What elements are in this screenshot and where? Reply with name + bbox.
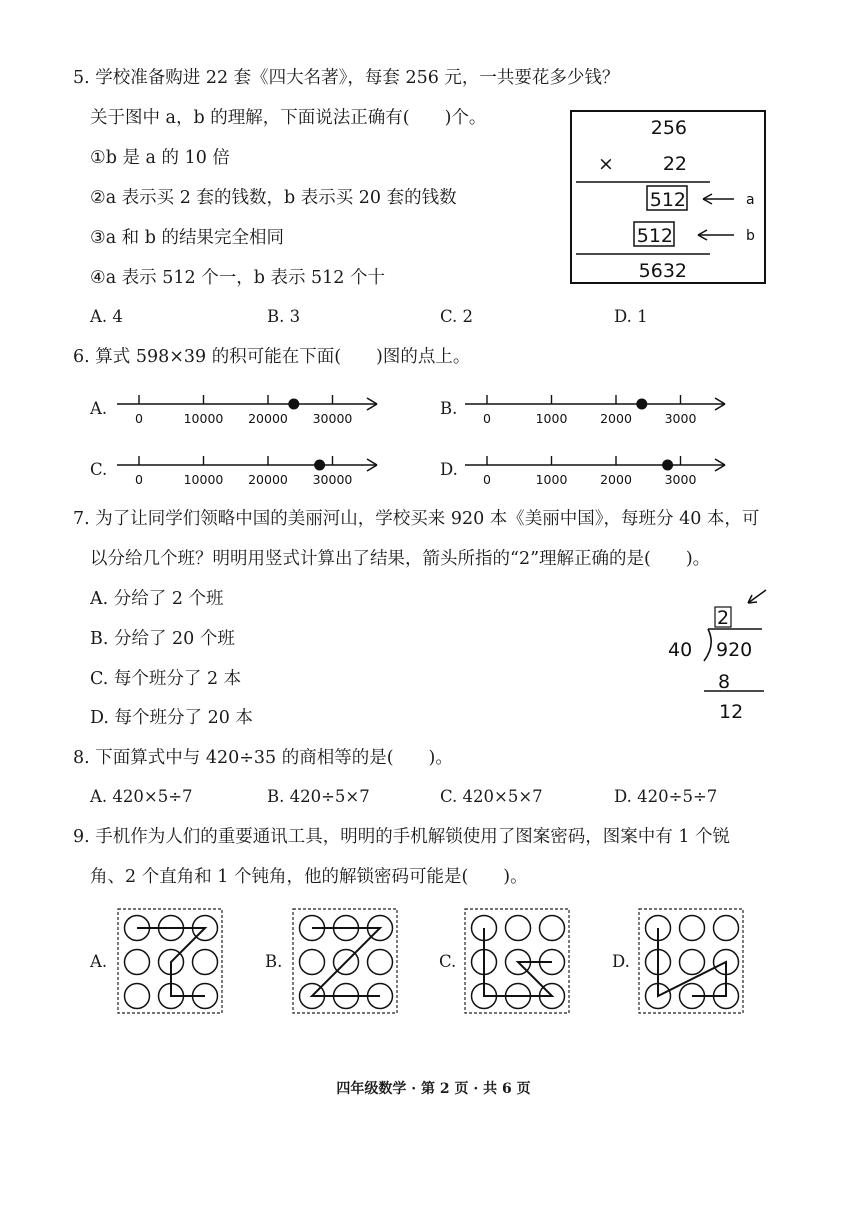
q7-quotient-digit: 2 [716, 607, 730, 629]
q5-multiplier: 22 [662, 153, 687, 175]
q7-option-a[interactable]: A. 分给了 2 个班 [90, 589, 224, 609]
pattern-node [300, 950, 325, 975]
axis-tick-label: 30000 [312, 411, 353, 426]
q5-option-a[interactable]: A. 4 [90, 307, 123, 326]
q5-question: 5. 学校准备购进 22 套《四大名著》，每套 256 元，一共要花多少钱？ [73, 68, 620, 88]
pattern-frame [118, 909, 222, 1013]
q8-option-c[interactable]: C. 420×5×7 [440, 787, 543, 806]
q5-option-c[interactable]: C. 2 [440, 307, 474, 326]
q7-dividend: 920 [716, 639, 753, 661]
pattern-node [506, 916, 531, 941]
q7-question-line2: 以分给几个班？明明用竖式计算出了结果，箭头所指的“2”理解正确的是( )。 [90, 549, 711, 569]
q7-option-c[interactable]: C. 每个班分了 2 本 [90, 669, 242, 689]
axis-tick-label: 20000 [248, 472, 288, 487]
pattern-path [312, 928, 380, 996]
axis-tick-label: 1000 [535, 472, 568, 487]
q9-pattern-d [638, 908, 744, 1014]
page-footer: 四年级数学 · 第 2 页 · 共 6 页 [336, 1081, 531, 1097]
q6-question: 6. 算式 598×39 的积可能在下面( )图的点上。 [73, 347, 471, 367]
pattern-node [714, 916, 739, 941]
axis-tick-label: 0 [135, 411, 143, 426]
q7-question-line1: 7. 为了让同学们领略中国的美丽河山，学校买来 920 本《美丽中国》，每班分 40 本，可 [73, 509, 760, 529]
q9-option-b-label[interactable]: B. [265, 952, 283, 971]
q5-multiply-sign: × [598, 153, 614, 175]
pattern-node [368, 950, 393, 975]
q5-statement-1: ①b 是 a 的 10 倍 [90, 148, 230, 168]
q6-number-line-a [115, 393, 385, 433]
q6-option-b-label[interactable]: B. [440, 399, 458, 418]
pattern-node [125, 984, 150, 1009]
q8-option-a[interactable]: A. 420×5÷7 [90, 787, 193, 806]
q5-statement-3: ③a 和 b 的结果完全相同 [90, 228, 285, 248]
pattern-node [125, 950, 150, 975]
q7-divisor: 40 [668, 639, 693, 661]
q7-option-b[interactable]: B. 分给了 20 个班 [90, 629, 235, 649]
q9-option-a-label[interactable]: A. [90, 952, 108, 971]
pattern-node [193, 950, 218, 975]
number-line-point [288, 399, 299, 410]
axis-tick-label: 10000 [183, 472, 224, 487]
number-line-point [662, 460, 673, 471]
q5-label-b: b [746, 228, 755, 244]
q7-remainder: 12 [719, 701, 744, 723]
q5-multiplication-figure [570, 110, 767, 286]
q5-prompt: 关于图中 a，b 的理解，下面说法正确有( )个。 [90, 108, 487, 128]
q5-multiplicand: 256 [650, 117, 687, 139]
axis-tick-label: 1000 [535, 411, 568, 426]
q9-pattern-a [117, 908, 223, 1014]
axis-tick-label: 3000 [664, 472, 697, 487]
q8-option-b[interactable]: B. 420÷5×7 [267, 787, 370, 806]
q7-option-d[interactable]: D. 每个班分了 20 本 [90, 708, 253, 728]
axis-tick-label: 0 [483, 411, 491, 426]
q5-product: 5632 [638, 260, 687, 282]
number-line-point [636, 399, 647, 410]
q6-option-c-label[interactable]: C. [90, 460, 108, 479]
axis-tick-label: 2000 [600, 411, 632, 426]
q9-option-c-label[interactable]: C. [439, 952, 457, 971]
axis-tick-label: 20000 [248, 411, 288, 426]
q6-option-d-label[interactable]: D. [440, 460, 458, 479]
axis-tick-label: 30000 [312, 472, 353, 487]
q6-number-line-b [463, 393, 733, 433]
q5-partial-a: 512 [649, 189, 686, 211]
pattern-node [540, 916, 565, 941]
axis-tick-label: 0 [483, 472, 491, 487]
q7-division-bracket [704, 629, 711, 661]
q5-statement-4: ④a 表示 512 个一，b 表示 512 个十 [90, 268, 386, 288]
q8-question: 8. 下面算式中与 420÷35 的商相等的是( )。 [73, 748, 453, 768]
pattern-node [680, 950, 705, 975]
pattern-path [658, 928, 726, 996]
q5-option-b[interactable]: B. 3 [267, 307, 301, 326]
q6-option-a-label[interactable]: A. [90, 399, 108, 418]
axis-tick-label: 0 [135, 472, 143, 487]
q9-question-line1: 9. 手机作为人们的重要通讯工具，明明的手机解锁使用了图案密码，图案中有 1 个锐 [73, 827, 731, 847]
q7-division-figure [660, 585, 780, 725]
q6-number-line-c [115, 454, 385, 494]
q9-pattern-b [292, 908, 398, 1014]
pattern-path [137, 928, 205, 996]
q5-statement-2: ②a 表示买 2 套的钱数，b 表示买 20 套的钱数 [90, 188, 457, 208]
pattern-node [680, 916, 705, 941]
q7-subtract: 8 [718, 671, 731, 693]
axis-tick-label: 2000 [600, 472, 632, 487]
axis-tick-label: 3000 [664, 411, 697, 426]
q5-label-a: a [746, 192, 755, 208]
q8-option-d[interactable]: D. 420÷5÷7 [614, 787, 718, 806]
pattern-path [484, 928, 552, 996]
number-line-point [314, 460, 325, 471]
q9-question-line2: 角、2 个直角和 1 个钝角，他的解锁密码可能是( )。 [90, 867, 528, 887]
axis-tick-label: 10000 [183, 411, 224, 426]
pattern-frame [293, 909, 397, 1013]
q5-partial-b: 512 [636, 225, 673, 247]
q5-option-d[interactable]: D. 1 [614, 307, 648, 326]
pattern-frame [639, 909, 743, 1013]
q9-pattern-c [464, 908, 570, 1014]
q6-number-line-d [463, 454, 733, 494]
q9-option-d-label[interactable]: D. [612, 952, 630, 971]
